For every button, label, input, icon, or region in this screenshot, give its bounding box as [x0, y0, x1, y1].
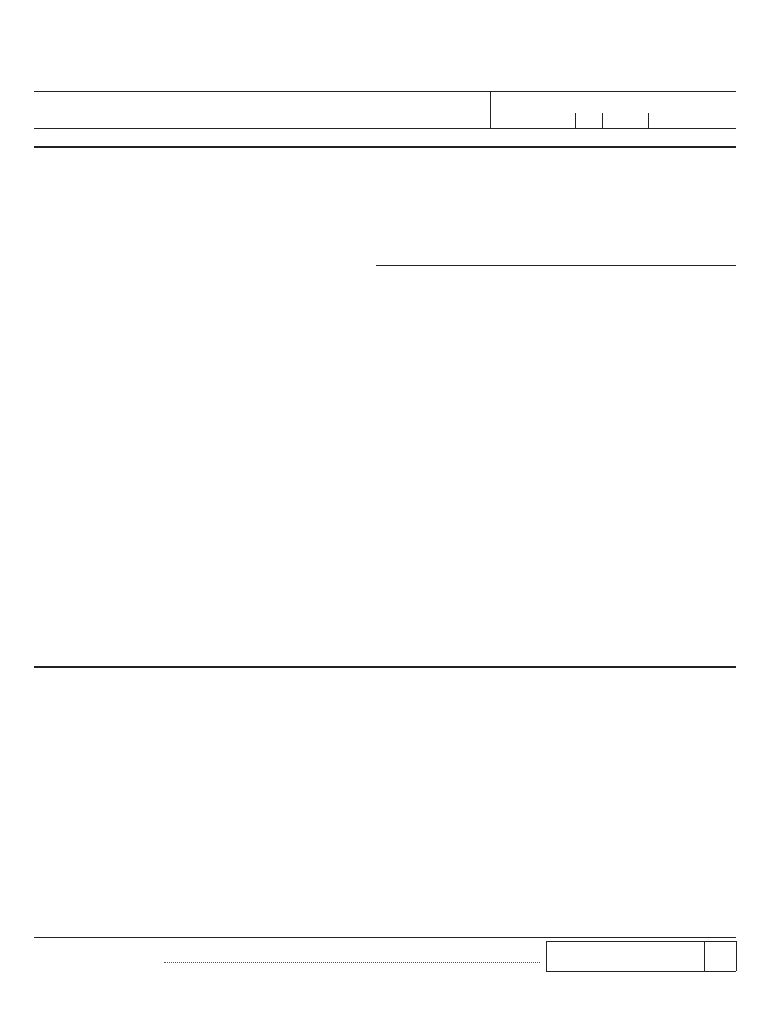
names-field[interactable]: [36, 108, 486, 126]
line19-amount-field[interactable]: [566, 943, 702, 969]
ssn-field[interactable]: [494, 108, 734, 126]
